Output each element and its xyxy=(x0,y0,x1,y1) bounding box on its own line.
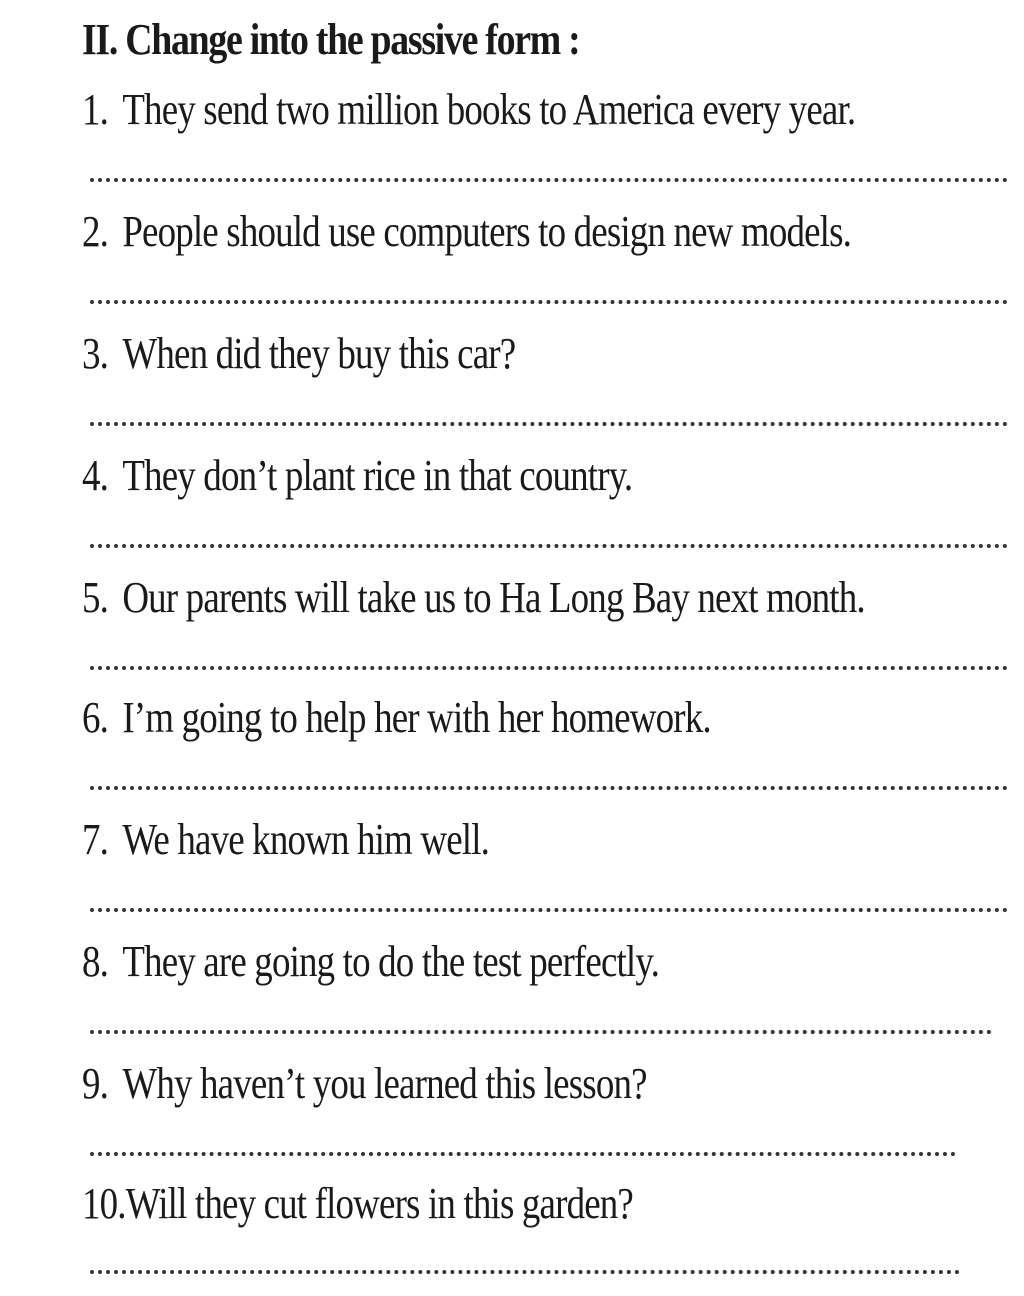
answer-line-6[interactable] xyxy=(90,786,1008,790)
exercise-item-1 xyxy=(82,82,1012,202)
question-1 xyxy=(82,82,855,138)
exercise-item-2 xyxy=(82,204,1012,324)
question-number: 8. xyxy=(82,937,109,986)
question-number: 7. xyxy=(82,815,109,864)
question-sentence: Our parents will take us to Ha Long Bay next month. xyxy=(122,573,865,622)
exercise-item-3 xyxy=(82,326,1012,446)
question-2 xyxy=(82,204,851,260)
question-number: 4. xyxy=(82,451,109,500)
answer-line-8[interactable] xyxy=(90,1030,992,1034)
question-6 xyxy=(82,690,711,746)
question-4 xyxy=(82,448,632,504)
exercise-item-6 xyxy=(82,690,1012,810)
answer-line-2[interactable] xyxy=(90,300,1008,304)
exercise-item-7 xyxy=(82,812,1012,932)
question-sentence: Why haven’t you learned this lesson? xyxy=(122,1059,647,1108)
question-number: 9. xyxy=(82,1059,109,1108)
question-sentence: Will they cut flowers in this garden? xyxy=(125,1179,634,1228)
question-3 xyxy=(82,326,515,382)
question-sentence: They don’t plant rice in that country. xyxy=(122,451,633,500)
question-9 xyxy=(82,1056,647,1112)
answer-line-4[interactable] xyxy=(90,544,1008,548)
question-sentence: They send two million books to America every year. xyxy=(122,85,856,134)
question-sentence: We have known him well. xyxy=(122,815,490,864)
answer-line-7[interactable] xyxy=(90,908,1008,912)
question-8 xyxy=(82,934,659,990)
question-number: 5. xyxy=(82,573,109,622)
answer-line-10[interactable] xyxy=(90,1270,960,1274)
question-5 xyxy=(82,570,865,626)
exercise-item-4 xyxy=(82,448,1012,568)
question-number: 6. xyxy=(82,693,109,742)
answer-line-9[interactable] xyxy=(90,1152,956,1156)
question-number: 1. xyxy=(82,85,109,134)
exercise-item-5 xyxy=(82,570,1012,690)
answer-line-1[interactable] xyxy=(90,178,1008,182)
question-number: 2. xyxy=(82,207,109,256)
answer-line-3[interactable] xyxy=(90,422,1008,426)
question-10 xyxy=(82,1176,633,1232)
exercise-heading: II. Change into the passive form : xyxy=(82,15,580,64)
exercise-item-8 xyxy=(82,934,1012,1054)
question-sentence: People should use computers to design new models. xyxy=(122,207,852,256)
answer-line-5[interactable] xyxy=(90,666,1008,670)
exercise-item-9 xyxy=(82,1056,1012,1176)
question-number: 10. xyxy=(82,1179,126,1228)
question-sentence: I’m going to help her with her homework. xyxy=(122,693,711,742)
question-7 xyxy=(82,812,489,868)
question-number: 3. xyxy=(82,329,109,378)
exercise-item-10 xyxy=(82,1176,1012,1296)
question-sentence: They are going to do the test perfectly. xyxy=(122,937,660,986)
question-sentence: When did they buy this car? xyxy=(122,329,516,378)
